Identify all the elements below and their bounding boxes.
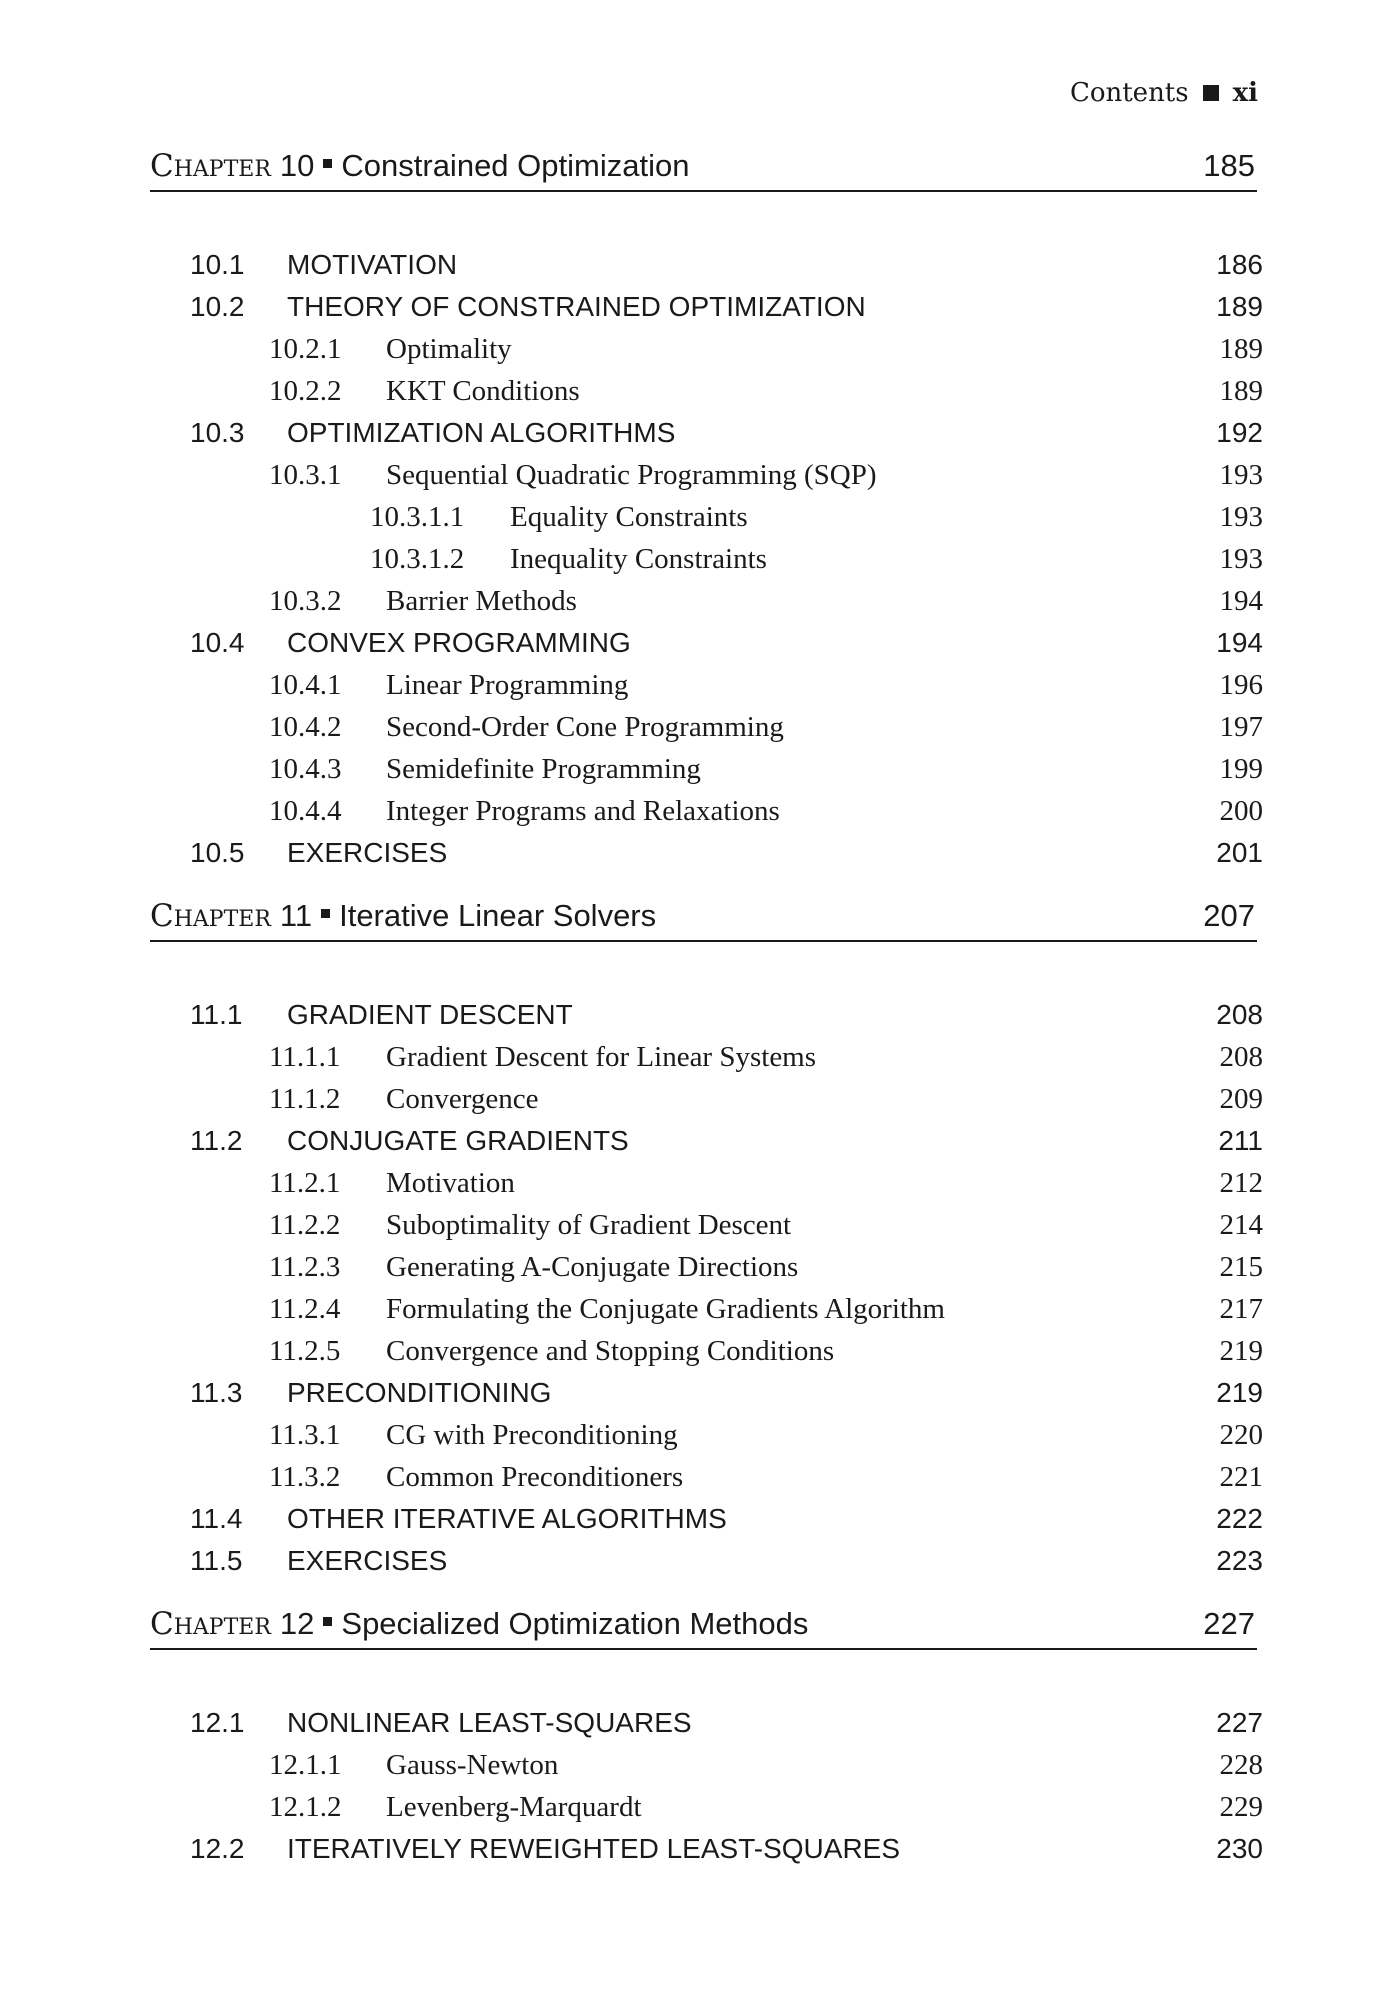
toc-entry[interactable] xyxy=(0,1829,1263,1869)
entry-title: CONJUGATE GRADIENTS xyxy=(287,1125,629,1156)
entry-number: 10.2.1 xyxy=(269,332,342,365)
entry-number: 10.3.2 xyxy=(269,584,342,617)
entry-number: 11.3 xyxy=(190,1377,243,1408)
entry-title: Generating A-Conjugate Directions xyxy=(386,1250,799,1283)
toc-entry[interactable] xyxy=(0,1037,1263,1077)
entry-page: 223 xyxy=(1216,1545,1263,1576)
toc-entry[interactable] xyxy=(0,1205,1263,1245)
entry-page: 193 xyxy=(1219,542,1263,575)
entry-page: 196 xyxy=(1219,668,1263,701)
toc-entry[interactable] xyxy=(0,1415,1263,1455)
entry-title: Suboptimality of Gradient Descent xyxy=(386,1208,792,1241)
toc-entry[interactable] xyxy=(0,1121,1263,1161)
entry-number: 10.2 xyxy=(190,291,245,322)
entry-title: PRECONDITIONING xyxy=(287,1377,552,1408)
entry-number: 12.1.2 xyxy=(269,1790,342,1823)
toc-entry[interactable] xyxy=(0,1247,1263,1287)
entry-page: 194 xyxy=(1219,584,1263,617)
entry-page: 211 xyxy=(1218,1125,1263,1156)
entry-title: Gradient Descent for Linear Systems xyxy=(386,1040,817,1073)
entry-page: 192 xyxy=(1216,417,1263,448)
toc-entry[interactable] xyxy=(0,371,1263,411)
toc-entry[interactable] xyxy=(0,287,1263,327)
entry-page: 189 xyxy=(1219,332,1263,365)
toc-entry[interactable] xyxy=(0,623,1263,663)
entry-page: 197 xyxy=(1219,710,1263,743)
entry-page: 219 xyxy=(1216,1377,1263,1408)
entry-page: 230 xyxy=(1216,1833,1263,1864)
toc-entry[interactable] xyxy=(0,1787,1263,1827)
toc-entry[interactable] xyxy=(0,497,1263,537)
toc-entry[interactable] xyxy=(0,413,1263,453)
entry-number: 10.3.1.1 xyxy=(370,500,465,533)
entry-page: 229 xyxy=(1219,1790,1263,1823)
entry-title: CONVEX PROGRAMMING xyxy=(287,627,631,658)
entry-number: 11.5 xyxy=(190,1545,243,1576)
toc-entry[interactable] xyxy=(0,1457,1263,1497)
entry-number: 11.2.4 xyxy=(269,1292,341,1325)
toc-entry[interactable] xyxy=(0,707,1263,747)
toc-entry[interactable] xyxy=(0,1703,1263,1743)
entry-number: 10.3 xyxy=(190,417,245,448)
entry-title: Gauss-Newton xyxy=(386,1748,559,1781)
chapter-bullet-icon xyxy=(323,1617,332,1626)
entry-number: 12.1.1 xyxy=(269,1748,342,1781)
toc-entry[interactable] xyxy=(0,1331,1263,1371)
entry-title: Motivation xyxy=(386,1166,515,1199)
toc-entry[interactable] xyxy=(0,1499,1263,1539)
toc-entry[interactable] xyxy=(0,539,1263,579)
entry-page: 208 xyxy=(1219,1040,1263,1073)
entry-page: 215 xyxy=(1219,1250,1263,1283)
entry-number: 12.2 xyxy=(190,1833,245,1864)
entry-title: Sequential Quadratic Programming (SQP) xyxy=(386,458,877,491)
entry-number: 11.3.1 xyxy=(269,1418,341,1451)
entry-page: 189 xyxy=(1216,291,1263,322)
entry-title: MOTIVATION xyxy=(287,249,458,280)
chapter-number: 11 xyxy=(279,898,313,933)
chapter-word: Chapter xyxy=(150,148,271,184)
entry-number: 10.4 xyxy=(190,627,245,658)
entry-number: 11.4 xyxy=(190,1503,243,1534)
entry-page: 222 xyxy=(1216,1503,1263,1534)
entry-number: 10.5 xyxy=(190,837,245,868)
toc-entry[interactable] xyxy=(0,995,1263,1035)
entry-title: Optimality xyxy=(386,332,512,365)
toc-entry[interactable] xyxy=(0,455,1263,495)
entry-title: Convergence and Stopping Conditions xyxy=(386,1334,835,1367)
toc-entry[interactable] xyxy=(0,1163,1263,1203)
entry-page: 220 xyxy=(1219,1418,1263,1451)
chapter-title: Specialized Optimization Methods xyxy=(341,1606,809,1641)
toc-entry[interactable] xyxy=(0,1541,1263,1581)
entry-title: Levenberg-Marquardt xyxy=(386,1790,642,1823)
chapter-title: Iterative Linear Solvers xyxy=(339,898,657,933)
toc-entry[interactable] xyxy=(0,1373,1263,1413)
entry-page: 217 xyxy=(1219,1292,1263,1325)
entry-page: 212 xyxy=(1219,1166,1263,1199)
entry-number: 10.3.1.2 xyxy=(370,542,465,575)
entry-number: 11.2.2 xyxy=(269,1208,341,1241)
toc-entry[interactable] xyxy=(0,833,1263,873)
entry-number: 11.2 xyxy=(190,1125,243,1156)
chapter-word: Chapter xyxy=(150,1606,271,1642)
entry-number: 11.2.1 xyxy=(269,1166,341,1199)
entry-title: Convergence xyxy=(386,1082,539,1115)
entry-title: ITERATIVELY REWEIGHTED LEAST-SQUARES xyxy=(287,1833,901,1864)
toc-entry[interactable] xyxy=(0,791,1263,831)
entry-number: 10.3.1 xyxy=(269,458,342,491)
square-bullet-icon xyxy=(1203,85,1219,101)
chapter-heading[interactable] xyxy=(150,900,1257,942)
entry-title: Equality Constraints xyxy=(510,500,748,533)
entry-number: 11.2.5 xyxy=(269,1334,341,1367)
entry-title: CG with Preconditioning xyxy=(386,1418,678,1451)
entry-title: NONLINEAR LEAST-SQUARES xyxy=(287,1707,692,1738)
entry-number: 11.2.3 xyxy=(269,1250,341,1283)
entry-title: Inequality Constraints xyxy=(510,542,767,575)
entry-number: 10.2.2 xyxy=(269,374,342,407)
header-page-number: xi xyxy=(1232,78,1258,108)
entry-title: GRADIENT DESCENT xyxy=(287,999,573,1030)
entry-number: 10.4.4 xyxy=(269,794,342,827)
entry-number: 10.4.2 xyxy=(269,710,342,743)
running-header xyxy=(1070,78,1258,108)
entry-page: 209 xyxy=(1219,1082,1263,1115)
entry-number: 10.4.1 xyxy=(269,668,342,701)
entry-title: EXERCISES xyxy=(287,1545,448,1576)
entry-page: 214 xyxy=(1219,1208,1263,1241)
entry-title: OTHER ITERATIVE ALGORITHMS xyxy=(287,1503,727,1534)
chapter-page: 227 xyxy=(1203,1606,1255,1641)
toc-entry[interactable] xyxy=(0,749,1263,789)
entry-number: 11.1 xyxy=(190,999,243,1030)
entry-title: THEORY OF CONSTRAINED OPTIMIZATION xyxy=(287,291,866,322)
entry-title: Integer Programs and Relaxations xyxy=(386,794,780,827)
chapter-title: Constrained Optimization xyxy=(341,148,690,183)
entry-page: 201 xyxy=(1216,837,1263,868)
chapter-word: Chapter xyxy=(150,898,271,934)
entry-page: 199 xyxy=(1219,752,1263,785)
chapter-heading[interactable] xyxy=(150,1608,1257,1650)
toc-entry[interactable] xyxy=(0,1289,1263,1329)
entry-page: 194 xyxy=(1216,627,1263,658)
toc-entry[interactable] xyxy=(0,1745,1263,1785)
chapter-page: 207 xyxy=(1203,898,1255,933)
entry-page: 221 xyxy=(1219,1460,1263,1493)
entry-title: Common Preconditioners xyxy=(386,1460,684,1493)
entry-page: 186 xyxy=(1216,249,1263,280)
entry-title: Semidefinite Programming xyxy=(386,752,701,785)
chapter-bullet-icon xyxy=(321,909,330,918)
toc-entry[interactable] xyxy=(0,329,1263,369)
header-label: Contents xyxy=(1069,78,1189,108)
entry-title: OPTIMIZATION ALGORITHMS xyxy=(287,417,676,448)
entry-number: 10.4.3 xyxy=(269,752,342,785)
entry-title: Linear Programming xyxy=(386,668,629,701)
entry-page: 193 xyxy=(1219,458,1263,491)
toc-entry[interactable] xyxy=(0,245,1263,285)
entry-title: EXERCISES xyxy=(287,837,448,868)
entry-number: 11.1.2 xyxy=(269,1082,341,1115)
entry-number: 10.1 xyxy=(190,249,245,280)
entry-page: 219 xyxy=(1219,1334,1263,1367)
chapter-heading[interactable] xyxy=(150,150,1257,192)
entry-page: 227 xyxy=(1216,1707,1263,1738)
chapter-number: 10 xyxy=(279,148,315,183)
entry-page: 193 xyxy=(1219,500,1263,533)
entry-page: 228 xyxy=(1219,1748,1263,1781)
chapter-page: 185 xyxy=(1203,148,1255,183)
entry-number: 12.1 xyxy=(190,1707,245,1738)
chapter-number: 12 xyxy=(279,1606,315,1641)
entry-title: KKT Conditions xyxy=(386,374,580,407)
entry-page: 200 xyxy=(1219,794,1263,827)
entry-page: 189 xyxy=(1219,374,1263,407)
entry-number: 11.1.1 xyxy=(269,1040,341,1073)
toc-entry[interactable] xyxy=(0,665,1263,705)
chapter-bullet-icon xyxy=(323,159,332,168)
entry-title: Second-Order Cone Programming xyxy=(386,710,784,743)
entry-number: 11.3.2 xyxy=(269,1460,341,1493)
entry-page: 208 xyxy=(1216,999,1263,1030)
toc-entry[interactable] xyxy=(0,1079,1263,1119)
entry-title: Formulating the Conjugate Gradients Algorithm xyxy=(386,1292,945,1325)
toc-entry[interactable] xyxy=(0,581,1263,621)
entry-title: Barrier Methods xyxy=(386,584,577,617)
